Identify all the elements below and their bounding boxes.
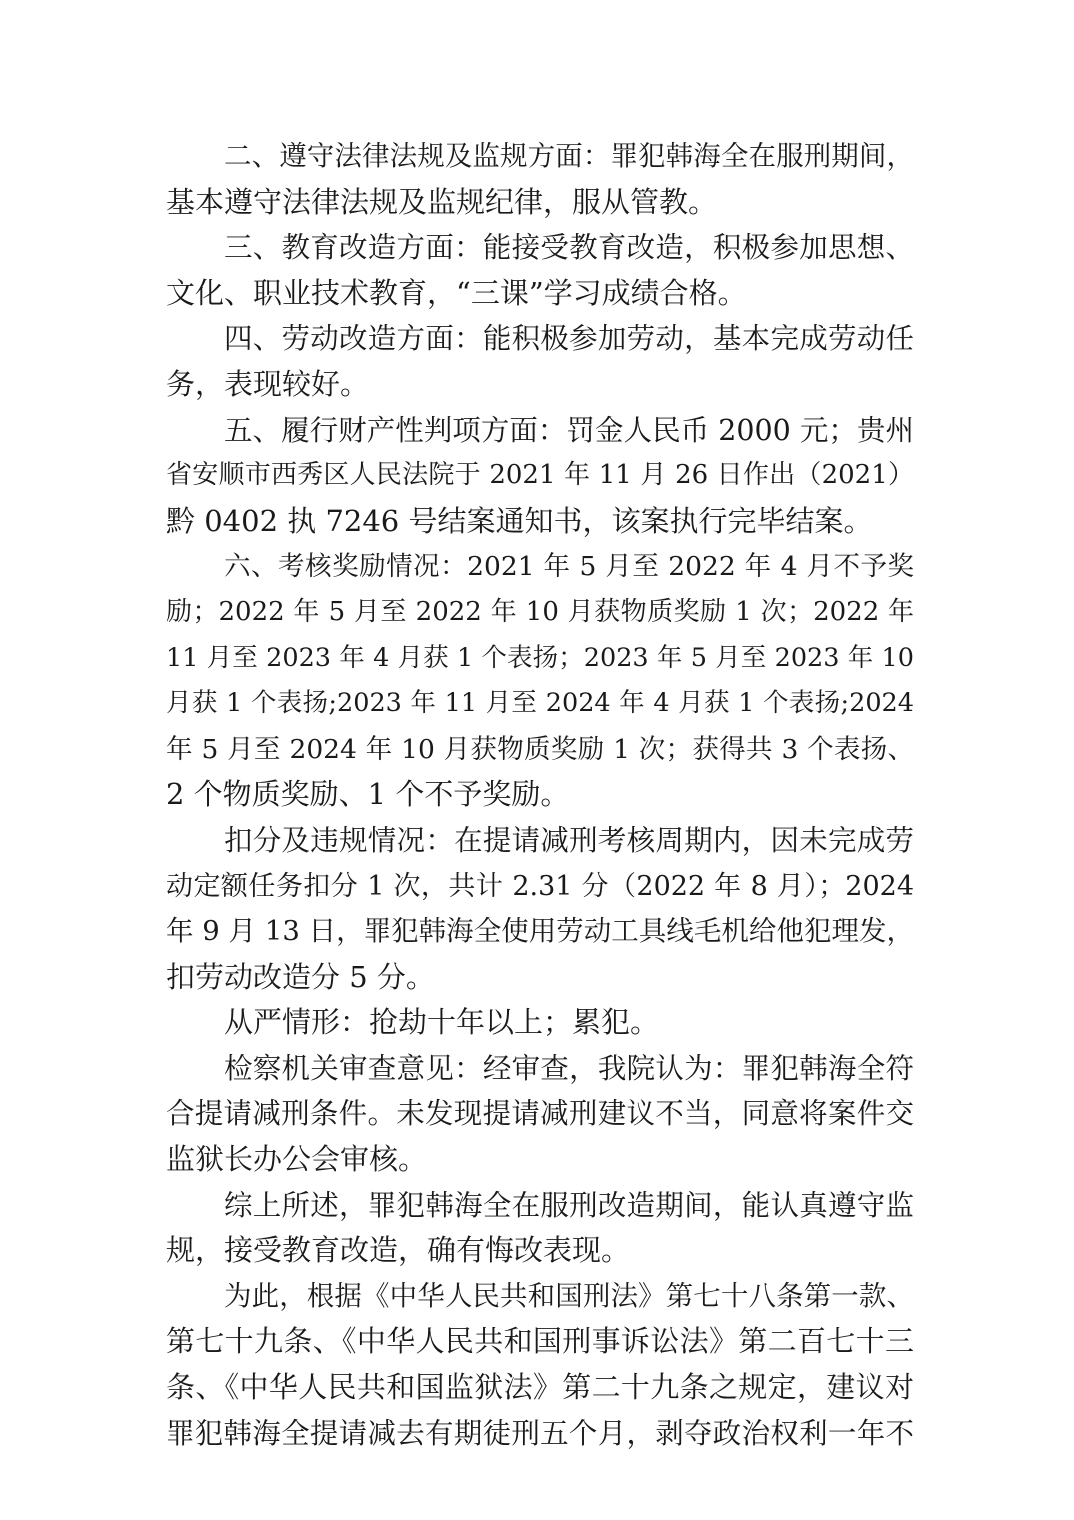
- text-line: 11 月至 2023 年 4 月获 1 个表扬；2023 年 5 月至 2023 年 10: [166, 642, 914, 673]
- text-line: 为此，根据《中华人民共和国刑法》第七十八条第一款、: [224, 1279, 914, 1312]
- text-line: 文化、职业技术教育，“三课”学习成绩合格。: [166, 275, 747, 310]
- text-line: 罪犯韩海全提请减去有期徒刑五个月，剥夺政治权利一年不: [166, 1416, 914, 1450]
- text-line: 四、劳动改造方面：能积极参加劳动，基本完成劳动任: [224, 322, 914, 356]
- text-line: 合提请减刑条件。未发现提请减刑建议不当，同意将案件交: [166, 1097, 914, 1131]
- text-line: 扣分及违规情况：在提请减刑考核周期内，因未完成劳: [224, 823, 914, 857]
- text-line: 六、考核奖励情况：2021 年 5 月至 2022 年 4 月不予奖: [224, 551, 914, 583]
- text-line: 二、遵守法律法规及监规方面：罪犯韩海全在服刑期间，: [224, 140, 914, 172]
- text-line: 检察机关审查意见：经审查，我院认为：罪犯韩海全符: [224, 1051, 914, 1085]
- text-line: 动定额任务扣分 1 次，共计 2.31 分（2022 年 8 月）；2024: [166, 870, 914, 902]
- text-line: 励；2022 年 5 月至 2022 年 10 月获物质奖励 1 次；2022 年: [166, 596, 914, 627]
- text-line: 从严情形：抢劫十年以上；累犯。: [224, 1005, 660, 1040]
- text-line: 条、《中华人民共和国监狱法》第二十九条之规定，建议对: [166, 1370, 914, 1405]
- document-body: [166, 134, 914, 1456]
- text-line: 第七十九条、《中华人民共和国刑事诉讼法》第二百七十三: [166, 1324, 914, 1359]
- text-line: 三、教育改造方面：能接受教育改造，积极参加思想、: [224, 231, 914, 265]
- text-line: 年 5 月至 2024 年 10 月获物质奖励 1 次；获得共 3 个表扬、: [166, 733, 914, 765]
- text-line: 监狱长办公会审核。: [166, 1142, 428, 1177]
- text-line: 省安顺市西秀区人民法院于 2021 年 11 月 26 日作出（2021）: [166, 460, 914, 491]
- text-line: 扣劳动改造分 5 分。: [166, 959, 435, 994]
- text-line: 月获 1 个表扬;2023 年 11 月至 2024 年 4 月获 1 个表扬;2024: [166, 688, 914, 719]
- text-line: 规，接受教育改造，确有悔改表现。: [166, 1233, 631, 1268]
- text-line: 年 9 月 13 日，罪犯韩海全使用劳动工具线毛机给他犯理发，: [166, 915, 914, 948]
- text-line: 黔 0402 执 7246 号结案通知书，该案执行完毕结案。: [166, 503, 873, 538]
- text-line: 务，表现较好。: [166, 366, 370, 401]
- text-line: 基本遵守法律法规及监规纪律，服从管教。: [166, 184, 718, 219]
- text-line: 2 个物质奖励、1 个不予奖励。: [166, 777, 570, 812]
- text-line: 综上所述，罪犯韩海全在服刑改造期间，能认真遵守监: [224, 1188, 914, 1222]
- text-line: 五、履行财产性判项方面：罚金人民币 2000 元；贵州: [224, 413, 914, 447]
